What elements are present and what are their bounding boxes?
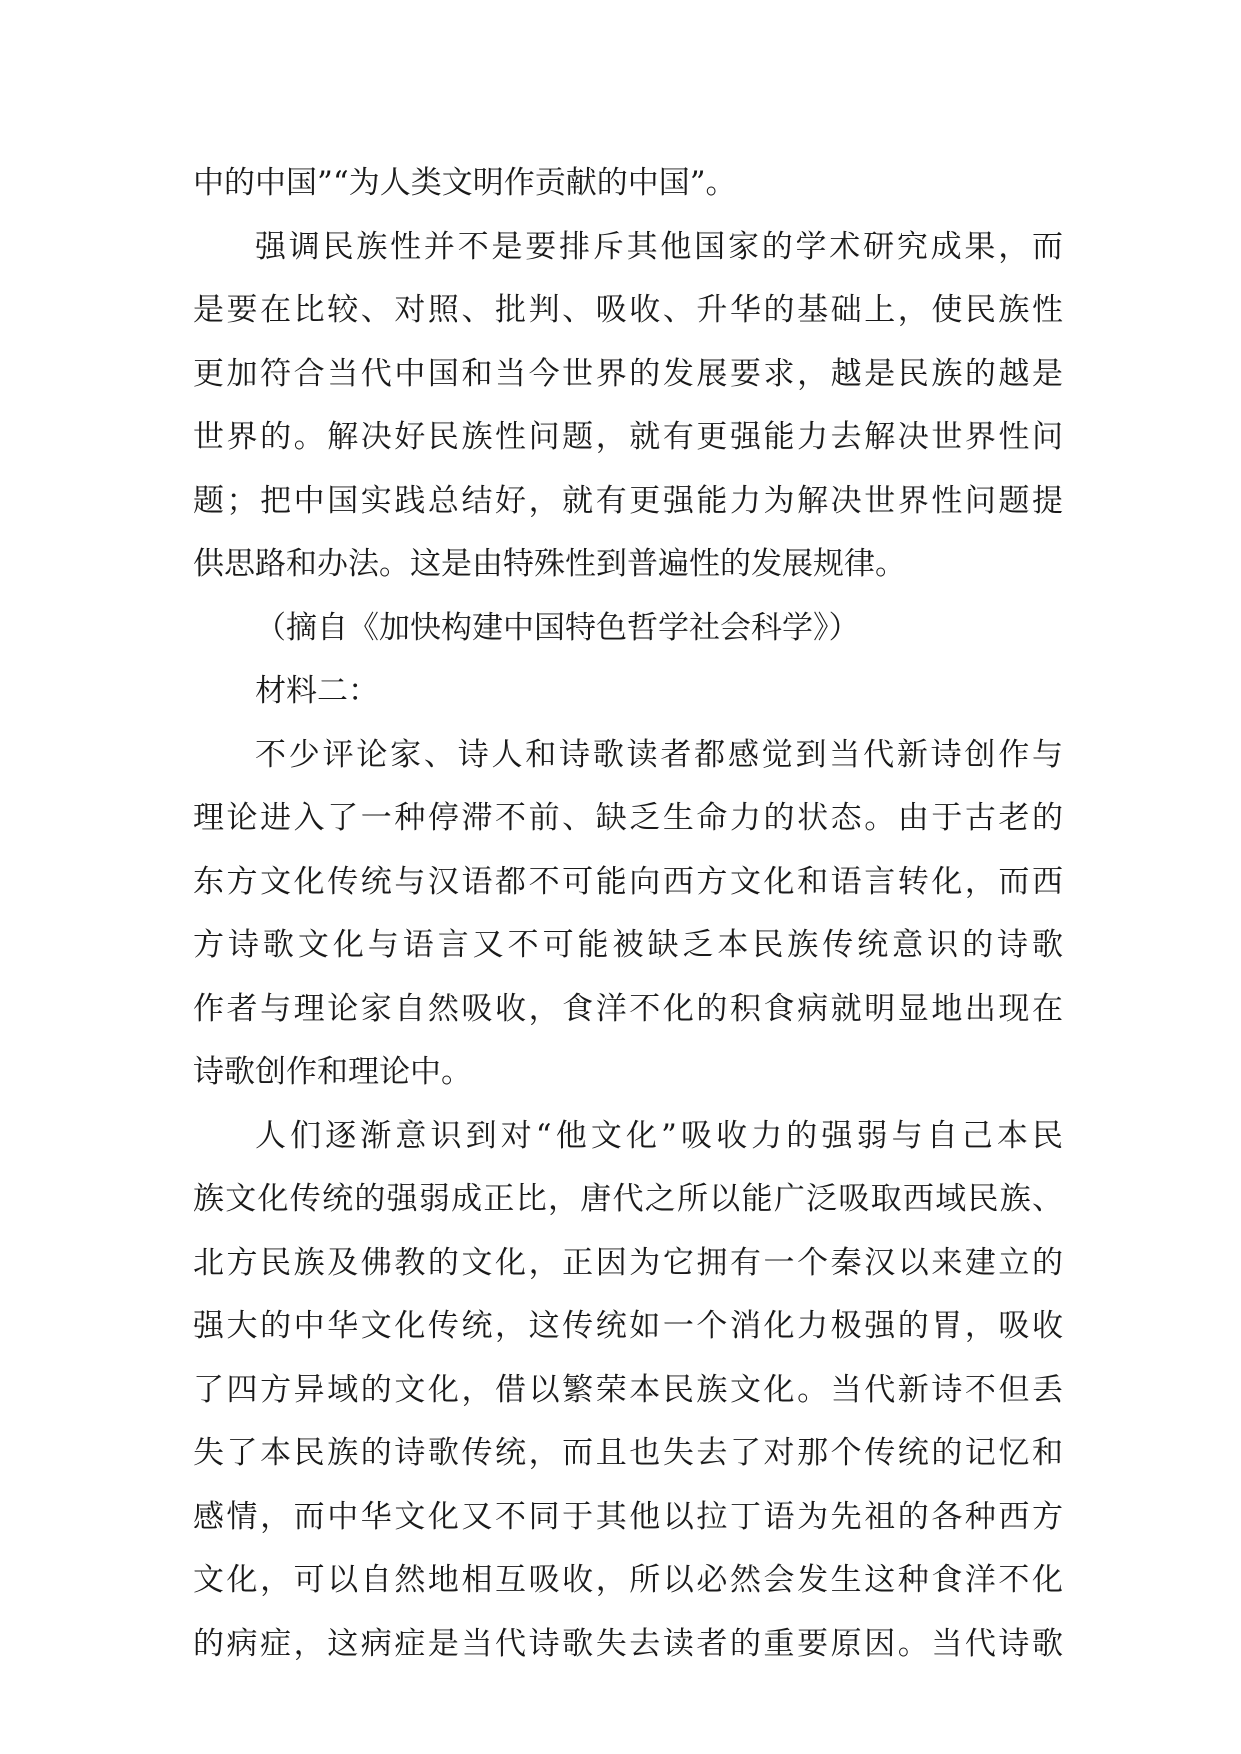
text-line: 理论进入了一种停滞不前、缺乏生命力的状态。由于古老的 [193,800,1063,836]
text-line: 诗歌创作和理论中。 [193,1054,472,1090]
text-line: 强大的中华文化传统，这传统如一个消化力极强的胃，吸收 [193,1308,1063,1344]
text-line: 族文化传统的强弱成正比，唐代之所以能广泛吸取西域民族、 [193,1181,1063,1217]
text-line: 更加符合当代中国和当今世界的发展要求，越是民族的越是 [193,355,1063,392]
text-line: 了四方异域的文化，借以繁荣本民族文化。当代新诗不但丢 [193,1371,1063,1408]
text-line: 作者与理论家自然吸收，食洋不化的积食病就明显地出现在 [193,990,1063,1027]
text-line: 不少评论家、诗人和诗歌读者都感觉到当代新诗创作与 [255,736,1063,773]
document-body [193,152,1063,1676]
text-line: 强调民族性并不是要排斥其他国家的学术研究成果，而 [255,228,1063,265]
text-line: 方诗歌文化与语言又不可能被缺乏本民族传统意识的诗歌 [193,927,1063,963]
text-line: 材料二： [255,673,379,709]
text-line: 感情，而中华文化又不同于其他以拉丁语为先祖的各种西方 [193,1498,1063,1535]
text-line: 是要在比较、对照、批判、吸收、升华的基础上，使民族性 [193,292,1063,328]
text-line: 供思路和办法。这是由特殊性到普遍性的发展规律。 [193,546,906,582]
text-line: （摘自《加快构建中国特色哲学社会科学》） [255,609,860,646]
text-line: 北方民族及佛教的文化，正因为它拥有一个秦汉以来建立的 [193,1244,1063,1281]
text-line: 文化，可以自然地相互吸收，所以必然会发生这种食洋不化 [193,1562,1063,1598]
text-line: 的病症，这病症是当代诗歌失去读者的重要原因。当代诗歌 [193,1625,1063,1662]
text-line: 失了本民族的诗歌传统，而且也失去了对那个传统的记忆和 [193,1435,1063,1471]
text-line: 中的中国”“为人类文明作贡献的中国”。 [193,165,737,201]
text-line: 人们逐渐意识到对“他文化”吸收力的强弱与自己本民 [255,1117,1063,1154]
text-line: 东方文化传统与汉语都不可能向西方文化和语言转化，而西 [193,863,1063,900]
text-line: 题；把中国实践总结好，就有更强能力为解决世界性问题提 [193,482,1063,519]
text-line: 世界的。解决好民族性问题，就有更强能力去解决世界性问 [193,419,1063,455]
